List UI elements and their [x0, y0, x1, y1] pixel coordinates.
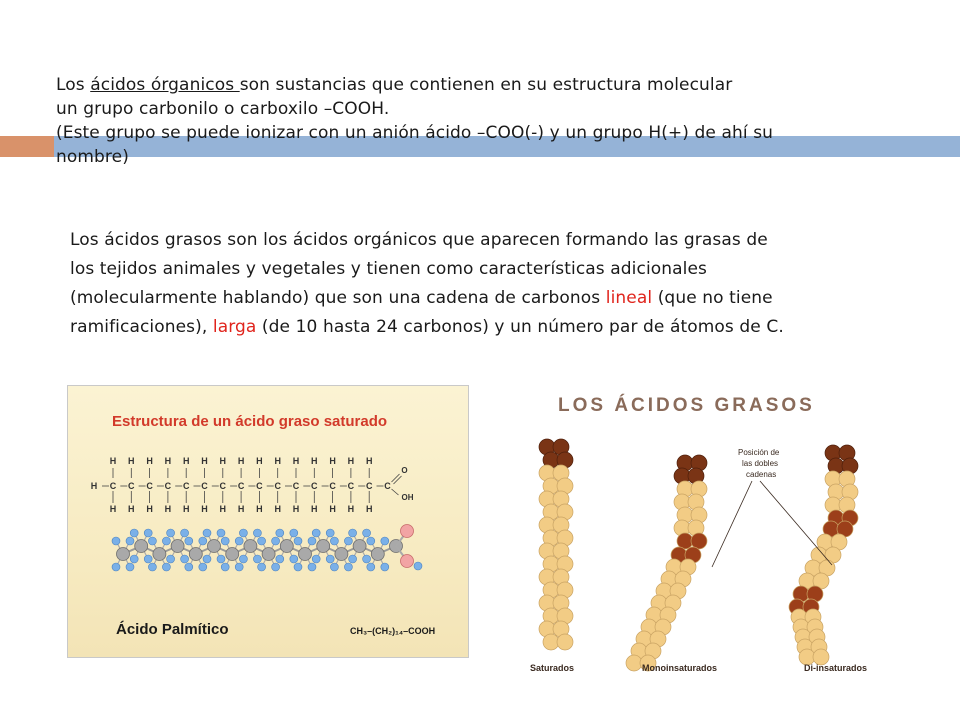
- intro-line-4: nombre): [56, 147, 129, 167]
- carbon-atom-label: C: [164, 481, 172, 491]
- bond-line: [392, 489, 399, 495]
- hydrogen-ball: [181, 555, 189, 563]
- double-bond-line: [394, 476, 402, 484]
- oxygen-ball: [401, 555, 414, 568]
- hydrogen-ball: [272, 537, 280, 545]
- hydrogen-ball: [112, 563, 120, 571]
- hydrogen-ball: [221, 563, 229, 571]
- hydrogen-atom-label: H: [292, 504, 300, 514]
- carbon-ball: [317, 540, 330, 553]
- hydrogen-ball: [272, 563, 280, 571]
- hydrogen-ball: [294, 537, 302, 545]
- acid-name: Ácido Palmítico: [116, 621, 229, 638]
- carbon-ball: [226, 548, 239, 561]
- monounsaturated-chain-ball: [691, 533, 707, 549]
- hydrogen-ball: [185, 563, 193, 571]
- hydrogen-atom-label: H: [90, 481, 98, 491]
- hydrogen-ball: [344, 563, 352, 571]
- hydrogen-atom-label: H: [128, 456, 135, 466]
- hydrogen-atom-label: H: [182, 504, 190, 514]
- hydrogen-ball: [239, 529, 247, 537]
- hydrogen-atom-label: H: [109, 504, 117, 514]
- oxygen-ball: [401, 525, 414, 538]
- hydrogen-atom-label: H: [146, 504, 153, 514]
- hydrogen-ball: [381, 563, 389, 571]
- hydrogen-ball: [235, 563, 243, 571]
- hydrogen-ball: [130, 555, 138, 563]
- saturated-structure-diagram: [68, 386, 470, 659]
- carbon-atom-label: C: [237, 481, 245, 491]
- hydrogen-atom-label: H: [237, 504, 245, 514]
- hydrogen-ball: [349, 555, 357, 563]
- pointer-line-1: [712, 481, 752, 567]
- intro-line-1: [56, 73, 936, 97]
- intro-paragraph: [56, 73, 936, 169]
- hydrogen-atom-label: H: [274, 504, 281, 514]
- hydrogen-ball: [290, 529, 298, 537]
- hydrogen-ball: [253, 529, 261, 537]
- label-monounsaturated: Monoinsaturados: [642, 663, 718, 673]
- carbon-ball: [371, 548, 384, 561]
- hydrogen-ball: [276, 555, 284, 563]
- carbon-ball: [208, 540, 221, 553]
- hydrogen-atom-label: H: [256, 456, 263, 466]
- hydrogen-ball: [367, 537, 375, 545]
- carbon-atom-label: C: [256, 481, 263, 491]
- hydrogen-ball: [326, 555, 334, 563]
- hydrogen-ball: [126, 537, 134, 545]
- intro-line-3: (Este grupo se puede ionizar con un anión ácido –COO(-) y un grupo H(+) de ahí su: [56, 123, 774, 143]
- carbon-atom-label: C: [347, 481, 355, 491]
- hydrogen-atom-label: H: [365, 504, 373, 514]
- hydrogen-atom-label: H: [182, 456, 190, 466]
- carbon-ball: [353, 540, 366, 553]
- hydrogen-ball: [167, 529, 175, 537]
- carbon-atom-label: C: [311, 481, 318, 491]
- carbon-ball: [262, 548, 275, 561]
- hydrogen-atom-label: H: [347, 504, 355, 514]
- carbon-ball: [171, 540, 184, 553]
- hydrogen-ball: [126, 563, 134, 571]
- hydrogen-atom-label: H: [365, 456, 373, 466]
- hydrogen-atom-label: H: [329, 504, 336, 514]
- hydrogen-ball: [162, 563, 170, 571]
- carbon-ball: [117, 548, 130, 561]
- hydrogen-atom-label: H: [128, 504, 135, 514]
- hydrogen-ball: [330, 537, 338, 545]
- hydrogen-ball: [290, 555, 298, 563]
- hydrogen-atom-label: H: [256, 504, 263, 514]
- hydrogen-ball: [253, 555, 261, 563]
- grasos-line-4: [70, 313, 870, 342]
- hydrogen-ball: [235, 537, 243, 545]
- carbon-atom-label: C: [219, 481, 227, 491]
- hydrogen-ball: [344, 537, 352, 545]
- pointer-line-2: [760, 481, 832, 565]
- highlight-lineal: lineal: [605, 288, 653, 308]
- carbon-ball: [189, 548, 202, 561]
- hydrogen-ball: [199, 537, 207, 545]
- hydrogen-ball: [414, 562, 422, 570]
- hydrogen-atom-label: H: [164, 456, 172, 466]
- carbon-atom-label: C: [201, 481, 208, 491]
- hydrogen-ball: [217, 555, 225, 563]
- fatty-acid-types-figure: [520, 385, 895, 685]
- hydrogen-atom-label: H: [311, 504, 318, 514]
- carbon-atom-label: C: [292, 481, 300, 491]
- hydrogen-ball: [312, 555, 320, 563]
- hydrogen-ball: [363, 529, 371, 537]
- hydroxyl-label: OH: [401, 493, 414, 502]
- saturated-fatty-acid-figure: [67, 385, 469, 658]
- saturated-chain-ball: [543, 634, 559, 650]
- note-line-1: Posición de: [738, 448, 780, 457]
- fatty-acids-paragraph: [70, 226, 870, 342]
- fatty-acid-chains: [539, 439, 858, 671]
- hydrogen-ball: [144, 529, 152, 537]
- hydrogen-atom-label: H: [237, 456, 245, 466]
- hydrogen-ball: [203, 555, 211, 563]
- hydrogen-ball: [363, 555, 371, 563]
- hydrogen-atom-label: H: [201, 504, 208, 514]
- hydrogen-ball: [308, 563, 316, 571]
- grasos-text: (que no tiene: [652, 288, 773, 308]
- figure-title: Estructura de un ácido graso saturado: [112, 413, 388, 430]
- hydrogen-atom-label: H: [146, 456, 153, 466]
- monounsaturated-chain-ball: [677, 533, 693, 549]
- monounsaturated-chain-ball: [626, 655, 642, 671]
- hydrogen-ball: [130, 529, 138, 537]
- carbon-atom-label: C: [365, 481, 373, 491]
- hydrogen-ball: [181, 529, 189, 537]
- note-line-2: las dobles: [742, 459, 779, 468]
- hydrogen-atom-label: H: [347, 456, 355, 466]
- accent-bar-orange: [0, 136, 54, 157]
- hydrogen-atom-label: H: [219, 456, 227, 466]
- double-bond-line: [392, 474, 400, 482]
- hydrogen-ball: [162, 537, 170, 545]
- hydrogen-atom-label: H: [164, 504, 172, 514]
- hydrogen-ball: [349, 529, 357, 537]
- intro-underlined-term: ácidos órganicos: [90, 75, 240, 95]
- carbon-ball: [153, 548, 166, 561]
- hydrogen-ball: [367, 563, 375, 571]
- hydrogen-ball: [330, 563, 338, 571]
- label-saturated: Saturados: [530, 663, 575, 673]
- grasos-line-3: [70, 284, 870, 313]
- hydrogen-ball: [239, 555, 247, 563]
- carbon-ball: [135, 540, 148, 553]
- carbon-atom-label: C: [128, 481, 135, 491]
- fatty-acid-types-diagram: [520, 385, 895, 685]
- hydrogen-ball: [326, 529, 334, 537]
- hydrogen-ball: [199, 563, 207, 571]
- hydrogen-ball: [312, 529, 320, 537]
- grasos-text: (molecularmente hablando) que son una cadena de carbonos: [70, 288, 606, 308]
- hydrogen-atom-label: H: [274, 456, 281, 466]
- carbon-ball: [299, 548, 312, 561]
- hydrogen-ball: [294, 563, 302, 571]
- hydrogen-ball: [185, 537, 193, 545]
- hydrogen-atom-label: H: [219, 504, 227, 514]
- intro-text: son sustancias que contienen en su estructura molecular: [239, 75, 733, 95]
- hydrogen-atom-label: H: [109, 456, 117, 466]
- carbon-atom-label: C: [182, 481, 190, 491]
- carbon-atom-label: C: [384, 481, 391, 491]
- hydrogen-ball: [258, 537, 266, 545]
- hydrogen-atom-label: H: [311, 456, 318, 466]
- grasos-line-2: los tejidos animales y vegetales y tienen como características adicionales: [70, 259, 707, 279]
- hydrogen-ball: [258, 563, 266, 571]
- hydrogen-ball: [144, 555, 152, 563]
- label-diunsaturated: Di-insaturados: [804, 663, 868, 673]
- grasos-text: ramificaciones),: [70, 317, 213, 337]
- note-line-3: cadenas: [746, 470, 777, 479]
- hydrogen-ball: [217, 529, 225, 537]
- carbon-ball: [244, 540, 257, 553]
- hydrogen-atom-label: H: [329, 456, 336, 466]
- hydrogen-ball: [308, 537, 316, 545]
- hydrogen-ball: [148, 563, 156, 571]
- hydrogen-atom-label: H: [292, 456, 300, 466]
- highlight-larga: larga: [212, 317, 257, 337]
- ball-and-stick-model: [112, 525, 422, 572]
- carbon-atom-label: C: [109, 481, 117, 491]
- hydrogen-atom-label: H: [201, 456, 208, 466]
- acid-formula: CH₃–(CH₂)₁₄–COOH: [350, 626, 436, 636]
- oxygen-atom-label: O: [401, 466, 408, 475]
- hydrogen-ball: [112, 537, 120, 545]
- grasos-text: (de 10 hasta 24 carbonos) y un número par de átomos de C.: [256, 317, 784, 337]
- intro-text: Los: [56, 75, 91, 95]
- structural-formula: [91, 456, 414, 514]
- hydrogen-ball: [276, 529, 284, 537]
- hydrogen-ball: [167, 555, 175, 563]
- hydrogen-ball: [381, 537, 389, 545]
- intro-line-2: un grupo carbonilo o carboxilo –COOH.: [56, 99, 390, 119]
- hydrogen-ball: [221, 537, 229, 545]
- carbon-ball: [280, 540, 293, 553]
- hydrogen-ball: [203, 529, 211, 537]
- saturated-chain-ball: [557, 634, 573, 650]
- carbon-atom-label: C: [329, 481, 336, 491]
- carbon-ball: [335, 548, 348, 561]
- hydrogen-ball: [148, 537, 156, 545]
- types-title: LOS ÁCIDOS GRASOS: [558, 395, 815, 416]
- carbon-atom-label: C: [146, 481, 153, 491]
- carbon-atom-label: C: [274, 481, 281, 491]
- grasos-line-1: Los ácidos grasos son los ácidos orgánicos que aparecen formando las grasas de: [70, 230, 768, 250]
